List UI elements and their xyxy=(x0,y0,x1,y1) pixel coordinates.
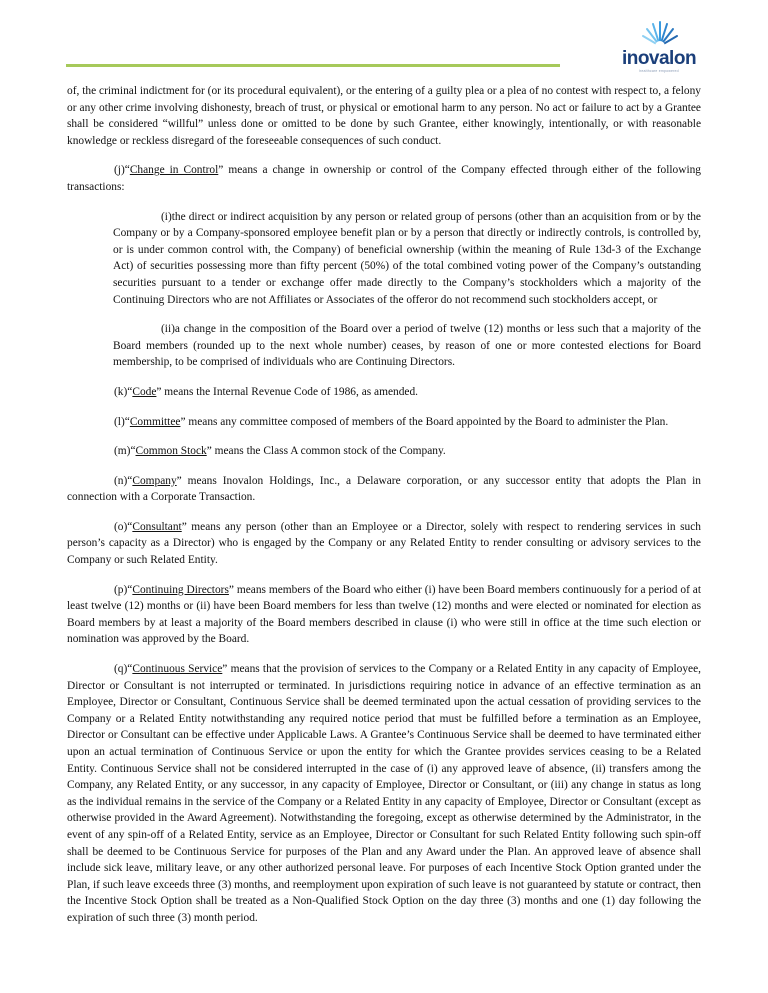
definition-p: (p)“Continuing Directors” means members of the Board who either (i) have been Board members continuously for a period of at least twelve (12) months or (ii) have been Board members for less than twelve (12) months and were elected or nominated for election as Board members by at least a majority of the Board members described in clause (i) who were still in office at the time such election or nomination was approved by the Board. xyxy=(67,583,701,646)
term-code: Code xyxy=(132,385,157,398)
term-change-in-control: Change in Control xyxy=(129,164,219,177)
term-continuous-service: Continuous Service xyxy=(132,663,223,676)
logo-tagline: healthcare empowered xyxy=(639,69,679,73)
definition-j-ii: (ii)a change in the composition of the Board over a period of twelve (12) months or less such that a majority of the Board members (rounded up to the next whole number) ceases, by reason of one or more contested elections for Board membership, to be comprised of individuals who are Continuing Directors. xyxy=(113,323,701,369)
term-committee: Committee xyxy=(129,415,181,428)
term-consultant: Consultant xyxy=(132,520,182,533)
term-continuing-directors: Continuing Directors xyxy=(132,583,229,596)
paragraph-continuation: of, the criminal indictment for (or its procedural equivalent), or the entering of a guilty plea or a plea of no contest with respect to, a felony or any other crime involving dishonesty, breach of trust, or physical or emotional harm to any person. No act or failure to act by a Grantee shall be considered “willful” unless done or omitted to be done by such Grantee, either knowingly, intentionally, or with reasonable knowledge or reckless disregard of the foreseeable consequences of such conduct. xyxy=(67,85,701,147)
definition-m: (m)“Common Stock” means the Class A common stock of the Company. xyxy=(114,445,446,458)
logo-burst-icon xyxy=(640,16,680,50)
document-body xyxy=(67,83,701,927)
definition-n: (n)“Company” means Inovalon Holdings, Inc., a Delaware corporation, or any successor entity that adopts the Plan in connection with a Corporate Transaction. xyxy=(67,474,701,504)
definition-j-i: (i)the direct or indirect acquisition by any person or related group of persons (other than an acquisition from or by the Company or by a Company-sponsored employee benefit plan or by a person that directly or indirectly controls, is controlled by, or is under common control with, the Company) of beneficial ownership (within the meaning of Rule 13d-3 of the Exchange Act) of securities possessing more than fifty percent (50%) of the total combined voting power of the Company’s outstanding securities pursuant to a tender or exchange offer made directly to the Company’s stockholders which a majority of the Continuing Directors who are not Affiliates or Associates of the offeror do not recommend such stockholders accept, or xyxy=(113,210,701,306)
definition-q: (q)“Continuous Service” means that the provision of services to the Company or a Related Entity in any capacity of Employee, Director or Consultant is not interrupted or terminated. In jurisdictions requiring notice in advance of an effective termination as an Employee, Director or Consultant, Continuous Service shall be deemed terminated upon the actual cessation of providing services to the Company or a Related Entity notwithstanding any required notice period that must be fulfilled before a termination as an Employee, Director or Consultant can be effective under Applicable Laws. A Grantee’s Continuous Service shall be deemed to have terminated either upon an actual termination of Continuous Service or upon the entity for which the Grantee provides services ceasing to be a Related Entity. Continuous Service shall not be considered interrupted in the case of (i) any approved leave of absence, (ii) transfers among the Company, any Related Entity, or any successor, in any capacity of Employee, Director or Consultant, or (iii) any change in status as long as the individual remains in the service of the Company or a Related Entity in any capacity of Employee, Director or Consultant (except as otherwise provided in the Award Agreement). Notwithstanding the foregoing, except as otherwise determined by the Administrator, in the event of any spin-off of a Related Entity, service as an Employee, Director or Consultant for such Related Entity following such spin-off shall be deemed to be Continuous Service for purposes of the Plan and any Award under the Plan. An approved leave of absence shall include sick leave, military leave, or any other authorized personal leave. For purposes of each Incentive Stock Option granted under the Plan, if such leave exceeds three (3) months, and reemployment upon expiration of such leave is not guaranteed by statute or contract, then the Incentive Stock Option shall be treated as a Non-Qualified Stock Option on the day three (3) months and one (1) day following the expiration of such three (3) month period. xyxy=(67,663,701,924)
definition-j: (j)“Change in Control” means a change in ownership or control of the Company effected through either of the following transactions: xyxy=(67,164,702,193)
definition-l: (l)“Committee” means any committee composed of members of the Board appointed by the Board to administer the Plan. xyxy=(114,415,669,428)
inovalon-logo xyxy=(610,16,708,78)
logo-wordmark: inovalon xyxy=(621,48,697,69)
term-company: Company xyxy=(132,474,177,487)
definition-k: (k)“Code” means the Internal Revenue Code of 1986, as amended. xyxy=(114,385,418,398)
header-rule xyxy=(66,64,560,67)
definition-o: (o)“Consultant” means any person (other than an Employee or a Director, solely with respect to rendering services in such person’s capacity as a Director) who is engaged by the Company or any Related Entity to render consulting or advisory services to the Company or such Related Entity. xyxy=(67,520,701,567)
term-common-stock: Common Stock xyxy=(135,445,207,458)
